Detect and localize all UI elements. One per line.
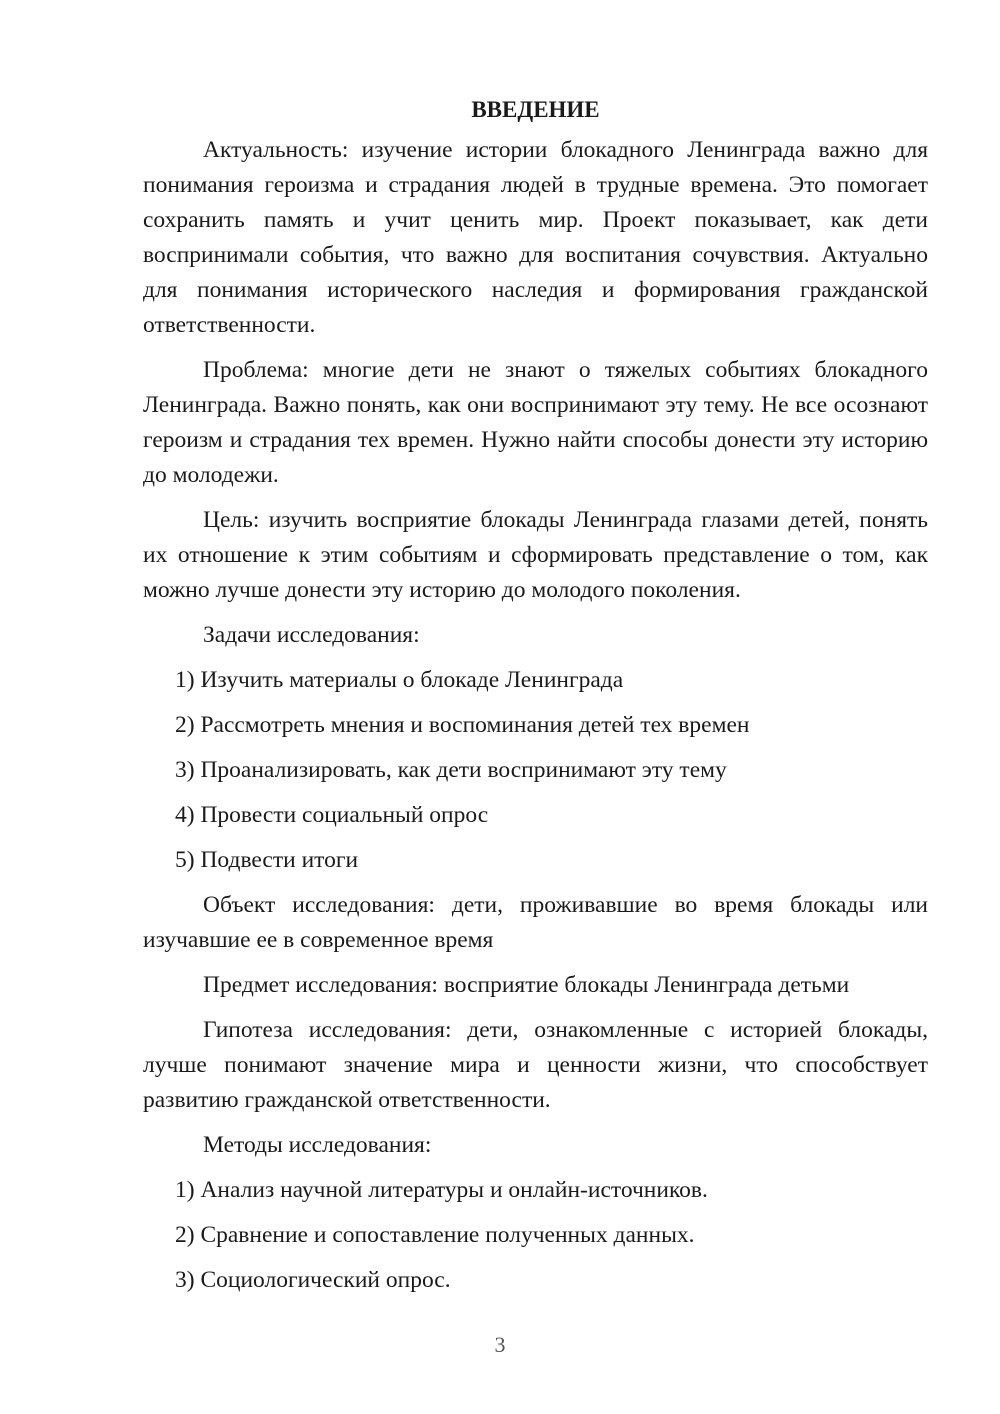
task-item: 5) Подвести итоги bbox=[175, 847, 359, 873]
object-paragraph: Объект исследования: дети, проживавшие во время блокады или изучавшие ее в современное время bbox=[143, 892, 928, 953]
section-heading: ВВЕДЕНИЕ bbox=[471, 97, 600, 122]
method-item: 2) Сравнение и сопоставление полученных данных. bbox=[175, 1222, 695, 1248]
goal-paragraph: Цель: изучить восприятие блокады Ленинграда глазами детей, понять их отношение к этим событиям и сформировать представление о том, как можно лучше донести эту историю до молодого поколения. bbox=[143, 507, 928, 603]
document-page bbox=[143, 92, 928, 1308]
problem-paragraph: Проблема: многие дети не знают о тяжелых событиях блокадного Ленинграда. Важно понять, как они воспринимают эту тему. Не все осознают героизм и страдания тех времен. Нужно найти способы донести эту историю до молодежи. bbox=[143, 357, 928, 488]
methods-list bbox=[143, 1173, 928, 1298]
tasks-list bbox=[143, 663, 928, 878]
methods-label: Методы исследования: bbox=[203, 1132, 432, 1158]
task-item: 4) Провести социальный опрос bbox=[175, 802, 489, 828]
hypothesis-paragraph: Гипотеза исследования: дети, ознакомленные с историей блокады, лучше понимают значение мира и ценности жизни, что способствует развитию гражданской ответственности. bbox=[143, 1017, 928, 1113]
tasks-label: Задачи исследования: bbox=[203, 622, 420, 648]
subject-paragraph: Предмет исследования: восприятие блокады Ленинграда детьми bbox=[203, 972, 850, 998]
task-item: 1) Изучить материалы о блокаде Ленинграда bbox=[175, 667, 624, 693]
page-number: 3 bbox=[494, 1332, 506, 1357]
task-item: 2) Рассмотреть мнения и воспоминания детей тех времен bbox=[175, 712, 750, 738]
task-item: 3) Проанализировать, как дети воспринимают эту тему bbox=[175, 757, 727, 783]
method-item: 1) Анализ научной литературы и онлайн-источников. bbox=[175, 1177, 708, 1203]
method-item: 3) Социологический опрос. bbox=[175, 1267, 451, 1293]
actuality-paragraph: Актуальность: изучение истории блокадного Ленинграда важно для понимания героизма и страдания людей в трудные времена. Это помогает сохранить память и учит ценить мир. Проект показывает, как дети воспринимали события, что важно для воспитания сочувствия. Актуально для понимания исторического наследия и формирования гражданской ответственности. bbox=[143, 137, 928, 338]
